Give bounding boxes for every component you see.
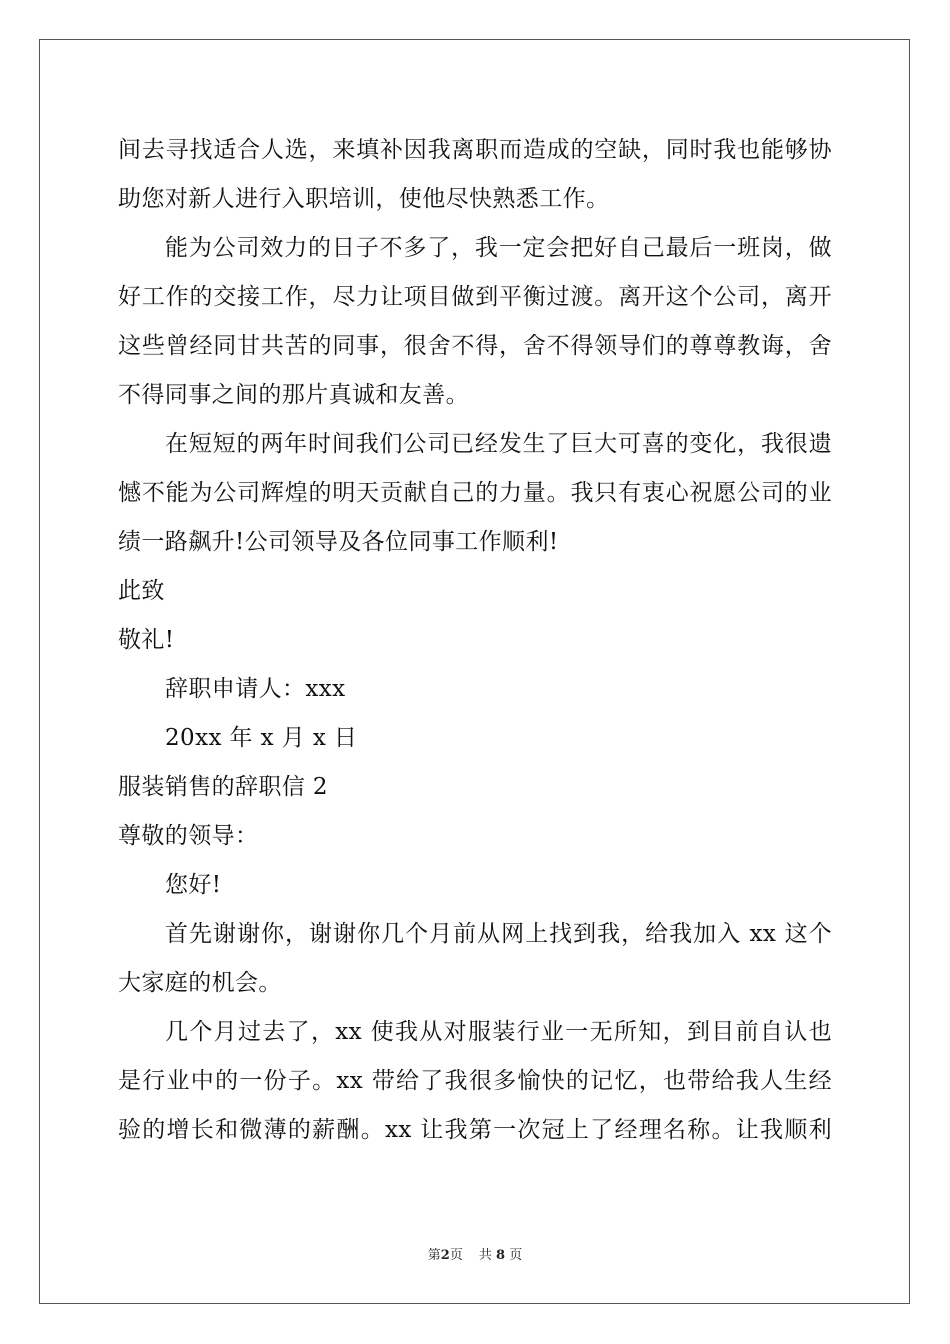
letter-hello: 您好! — [165, 872, 222, 898]
text-line: 这些曾经同甘共苦的同事，很舍不得，舍不得领导们的尊尊教诲，舍 — [118, 333, 832, 359]
text-line: 能为公司效力的日子不多了，我一定会把好自己最后一班岗，做 — [165, 235, 832, 261]
text-line: 是行业中的一份子。xx 带给了我很多愉快的记忆，也带给我人生经 — [118, 1068, 832, 1094]
letter-greeting: 尊敬的领导： — [118, 823, 259, 849]
text-line: 大家庭的机会。 — [118, 970, 282, 996]
text-line: 不得同事之间的那片真诚和友善。 — [118, 382, 469, 408]
document-body — [118, 126, 832, 1155]
page-footer — [0, 1246, 950, 1266]
total-prefix: 共 — [478, 1248, 492, 1263]
page-suffix: 页 — [449, 1248, 463, 1263]
text-line: 首先谢谢你，谢谢你几个月前从网上找到我，给我加入 xx 这个 — [165, 921, 832, 947]
text-line: 好工作的交接工作，尽力让项目做到平衡过渡。离开这个公司，离开 — [118, 284, 832, 310]
total-pages: 8 — [496, 1248, 506, 1263]
text-line: 绩一路飙升!公司领导及各位同事工作顺利! — [118, 529, 559, 555]
text-line: 憾不能为公司辉煌的明天贡献自己的力量。我只有衷心祝愿公司的业 — [118, 480, 832, 506]
signature-applicant: 辞职申请人：xxx — [165, 676, 346, 702]
text-line: 几个月过去了，xx 使我从对服装行业一无所知，到目前自认也 — [165, 1019, 832, 1045]
total-suffix: 页 — [509, 1248, 523, 1263]
letter-title: 服装销售的辞职信 2 — [118, 774, 328, 800]
text-line: 间去寻找适合人选，来填补因我离职而造成的空缺，同时我也能够协 — [118, 137, 832, 163]
text-line: 助您对新人进行入职培训，使他尽快熟悉工作。 — [118, 186, 610, 212]
signature-date: 20xx 年 x 月 x 日 — [165, 725, 358, 751]
text-line: 在短短的两年时间我们公司已经发生了巨大可喜的变化，我很遗 — [165, 431, 832, 457]
closing-salutation: 此致 — [118, 578, 165, 604]
page-number: 2 — [440, 1248, 450, 1263]
text-line: 验的增长和微薄的薪酬。xx 让我第一次冠上了经理名称。让我顺利 — [118, 1117, 832, 1143]
page-prefix: 第 — [427, 1248, 441, 1263]
closing-regards: 敬礼! — [118, 627, 175, 653]
